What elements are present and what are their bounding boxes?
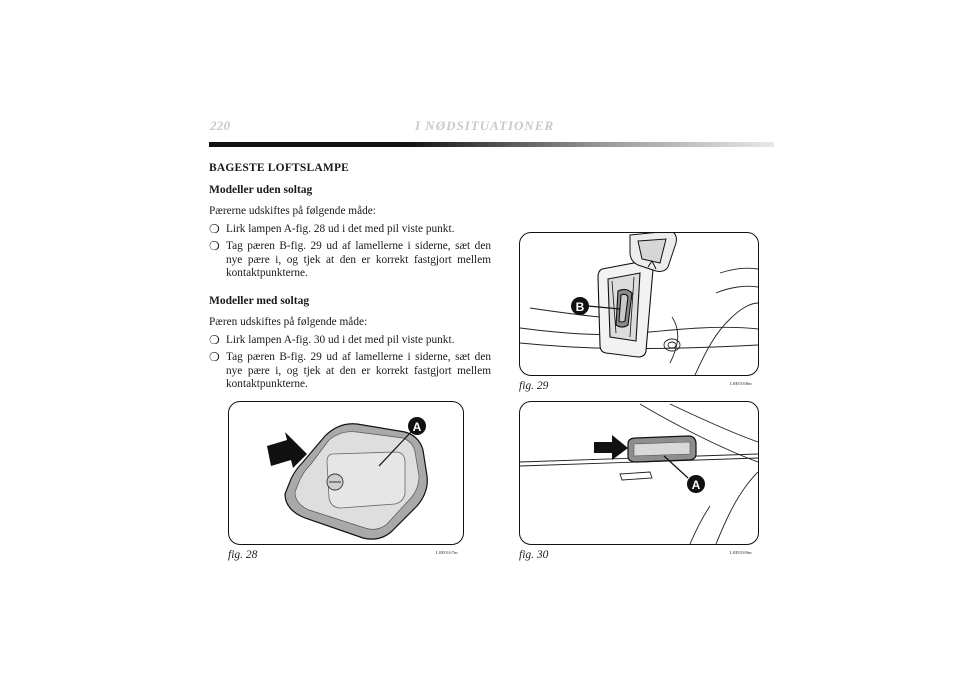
bullet-icon: ❍: [209, 239, 220, 253]
bullet-icon: ❍: [209, 350, 220, 364]
step-text: Tag pæren B-fig. 29 ud af lamellerne i siderne, sæt den nye pære i, og tjek at den er korrekt fastgjort mellem kontaktpunkterne.: [226, 240, 491, 279]
marker-a: A: [412, 420, 422, 434]
step-text: Tag pæren B-fig. 29 ud af lamellerne i siderne, sæt den nye pære i, og tjek at den er korrekt fastgjort mellem kontaktpunkterne.: [226, 351, 491, 390]
step-item: [209, 334, 491, 348]
body-text: [209, 162, 491, 396]
page-number: 220: [210, 118, 231, 133]
marker-a: A: [691, 478, 701, 492]
step-item: [209, 351, 491, 392]
intro-with-sunroof: Pæren udskiftes på følgende måde:: [209, 316, 368, 328]
bullet-icon: ❍: [209, 221, 220, 236]
marker-b: B: [575, 300, 585, 314]
step-item: [209, 223, 491, 237]
header-rule: [209, 142, 774, 147]
figure-30-code: L0E0169m: [730, 550, 752, 555]
figure-29-illustration: [519, 232, 759, 376]
step-text: Lirk lampen A-fig. 28 ud i det med pil viste punkt.: [226, 222, 455, 235]
figure-29-code: L0E0168m: [730, 381, 752, 386]
main-heading: BAGESTE LOFTSLAMPE: [209, 162, 350, 174]
figure-30-label: fig. 30: [519, 549, 549, 561]
bullet-icon: ❍: [209, 332, 220, 347]
figure-29-label: fig. 29: [519, 380, 549, 392]
subheading-with-sunroof: Modeller med soltag: [209, 294, 310, 307]
figure-28-illustration: [228, 401, 464, 545]
figure-28-label: fig. 28: [228, 549, 258, 561]
subheading-without-sunroof: Modeller uden soltag: [209, 183, 313, 196]
figure-30-illustration: [519, 401, 759, 545]
intro-without-sunroof: Pærerne udskiftes på følgende måde:: [209, 205, 376, 217]
step-item: [209, 240, 491, 281]
figure-28-code: L0E0167m: [436, 550, 458, 555]
section-title: I NØDSITUATIONER: [415, 118, 555, 133]
step-text: Lirk lampen A-fig. 30 ud i det med pil viste punkt.: [226, 333, 455, 346]
